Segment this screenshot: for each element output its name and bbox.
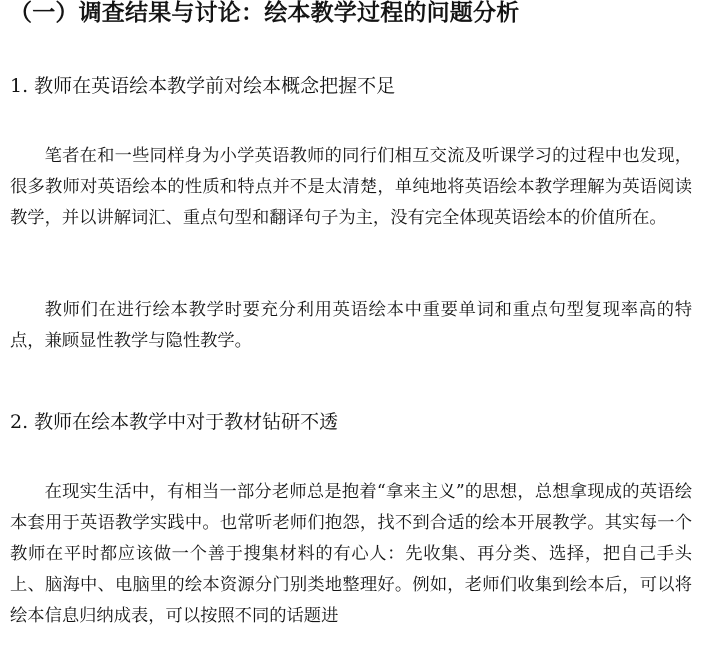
subsection-heading-2: 2. 教师在绘本教学中对于教材钻研不透 [10,411,339,433]
paragraph-3: 在现实生活中，有相当一部分老师总是抱着“拿来主义”的思想，总想拿现成的英语绘本套用于英语教学实践中。也常听老师们抱怨，找不到合适的绘本开展教学。其实每一个教师在平时都应该做一个善于搜集材料的有心人：先收集、再分类、选择，把自己手头上、脑海中、电脑里的绘本资源分门别类地整理好。例如，老师们收集到绘本后，可以将绘本信息归纳成表，可以按照不同的话题进 [10,482,692,626]
paragraph-2: 教师们在进行绘本教学时要充分利用英语绘本中重要单词和重点句型复现率高的特点，兼顾显性教学与隐性教学。 [10,300,692,351]
section-title: （一）调查结果与讨论：绘本教学过程的问题分析 [9,0,520,26]
paragraph-1: 笔者在和一些同样身为小学英语教师的同行们相互交流及听课学习的过程中也发现，很多教师对英语绘本的性质和特点并不是太清楚，单纯地将英语绘本教学理解为英语阅读教学，并以讲解词汇、重点句型和翻译句子为主，没有完全体现英语绘本的价值所在。 [10,146,692,228]
subsection-heading-1: 1. 教师在英语绘本教学前对绘本概念把握不足 [10,75,396,97]
